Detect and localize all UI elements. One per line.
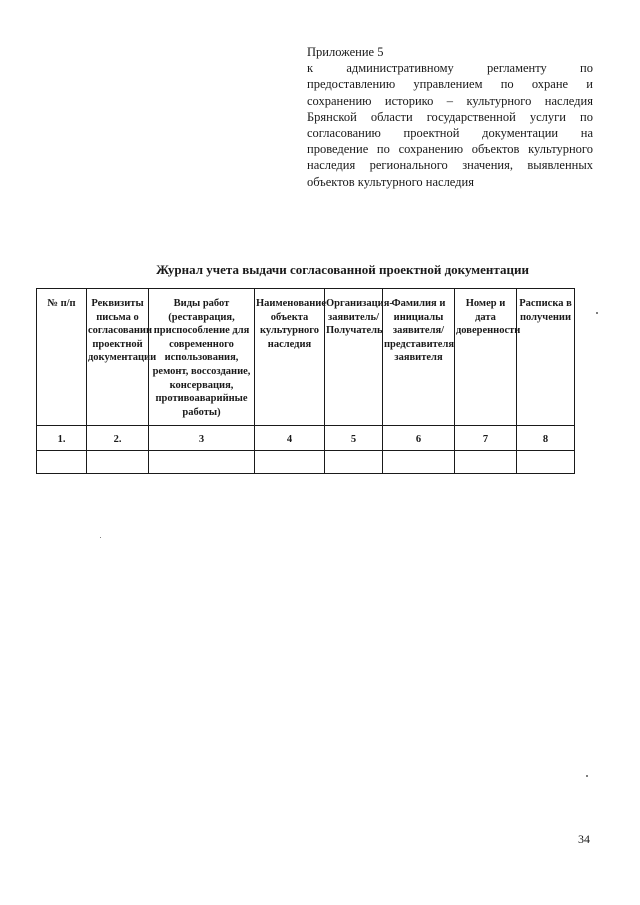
empty-table-row	[37, 451, 575, 474]
journal-table	[36, 288, 575, 474]
scan-speck	[596, 312, 598, 314]
column-header: Виды работ (реставрация, приспособление для современного использования, ремонт, воссоздание, консервация, противоаварийные работы)	[149, 289, 255, 426]
column-header: Фамилия и инициалы заявителя/представителя заявителя	[383, 289, 455, 426]
empty-cell	[255, 451, 325, 474]
column-number: 5	[325, 426, 383, 451]
column-number-row	[37, 426, 575, 451]
empty-cell	[383, 451, 455, 474]
column-number: 1.	[37, 426, 87, 451]
page-number: 34	[578, 832, 590, 846]
column-header: Реквизиты письма о согласовании проектной документации	[87, 289, 149, 426]
empty-cell	[87, 451, 149, 474]
column-number: 2.	[87, 426, 149, 451]
empty-cell	[37, 451, 87, 474]
column-number: 8	[517, 426, 575, 451]
column-header: Организация-заявитель/Получатель	[325, 289, 383, 426]
table-header-row	[37, 289, 575, 426]
appendix-title: Приложение 5	[307, 45, 384, 59]
empty-cell	[455, 451, 517, 474]
journal-title: Журнал учета выдачи согласованной проектной документации	[156, 262, 529, 277]
column-header: № п/п	[37, 289, 87, 426]
empty-cell	[149, 451, 255, 474]
column-header: Наименование объекта культурного наследия	[255, 289, 325, 426]
empty-cell	[325, 451, 383, 474]
column-number: 4	[255, 426, 325, 451]
column-number: 6	[383, 426, 455, 451]
column-number: 7	[455, 426, 517, 451]
column-number: 3	[149, 426, 255, 451]
column-header: Номер и дата доверенности	[455, 289, 517, 426]
scan-speck	[586, 775, 588, 777]
appendix-body: к административному регламенту по предоставлению управлением по охране и сохранению историко – культурного наследия Брянской области государственной услуги по согласованию проектной документации на проведение по сохранению объектов культурного наследия регионального значения, выявленных объектов культурного наследия	[307, 61, 593, 189]
empty-cell	[517, 451, 575, 474]
appendix-note	[307, 44, 593, 190]
scan-speck	[100, 537, 101, 538]
column-header: Расписка в получении	[517, 289, 575, 426]
